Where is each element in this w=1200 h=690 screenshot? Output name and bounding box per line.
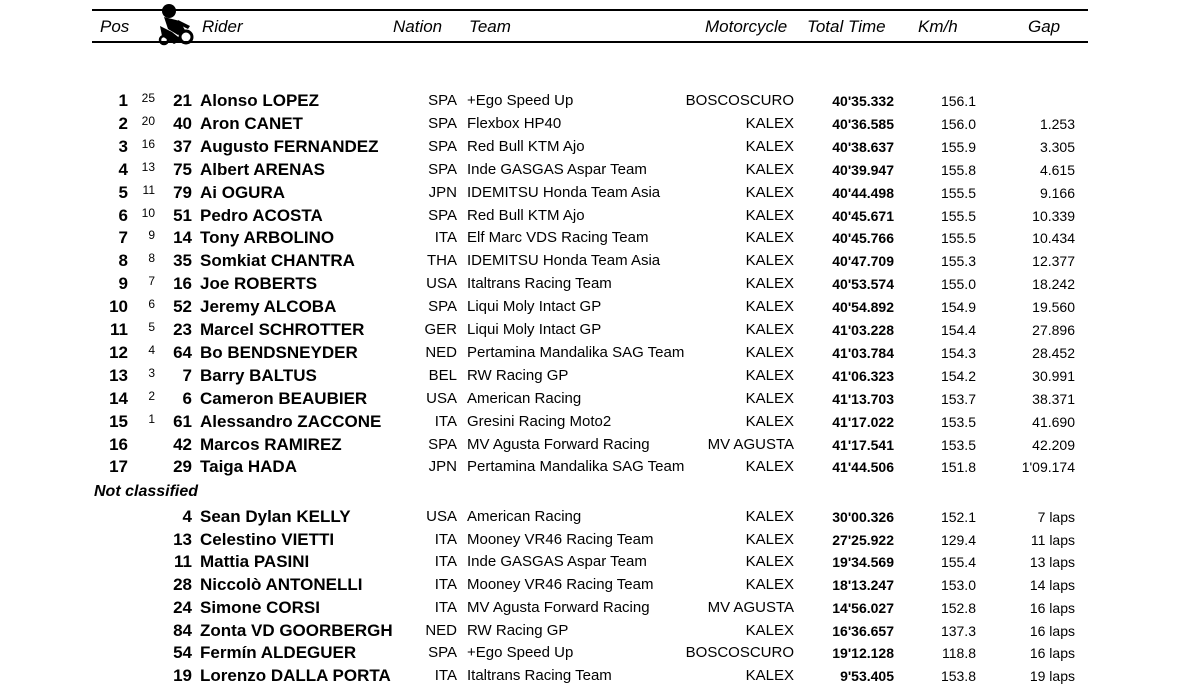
total-time: 40'35.332 (832, 93, 894, 109)
result-points: 25 (141, 91, 155, 105)
total-time: 19'12.128 (832, 645, 894, 662)
result-position: 8 (118, 251, 128, 271)
rider-number: 75 (173, 159, 192, 179)
motorcycle-make: KALEX (745, 458, 794, 476)
rider-name: Niccolò ANTONELLI (200, 575, 363, 595)
result-points: 6 (148, 297, 155, 312)
time-gap: 28.452 (1032, 344, 1075, 361)
table-row (0, 574, 1200, 596)
total-time: 40'38.637 (832, 138, 894, 155)
result-position: 15 (109, 411, 128, 431)
rider-nation: SPA (428, 137, 457, 155)
result-position: 5 (118, 182, 128, 202)
time-gap: 10.339 (1032, 207, 1075, 224)
team-name: Red Bull KTM Ajo (467, 137, 585, 155)
total-time: 40'39.947 (832, 161, 894, 178)
result-points: 8 (148, 251, 155, 266)
table-row (0, 434, 1200, 456)
average-speed: 153.8 (940, 667, 976, 684)
rider-name: Marcos RAMIREZ (200, 434, 342, 454)
rider-nation: SPA (428, 644, 457, 662)
total-time: 41'17.541 (832, 436, 894, 453)
motorcycle-make: KALEX (745, 229, 794, 247)
time-gap: 41.690 (1032, 413, 1075, 430)
team-name: American Racing (467, 508, 582, 525)
rider-number: 29 (173, 457, 192, 477)
rider-number: 61 (173, 411, 192, 431)
time-gap: 16 laps (1029, 599, 1075, 616)
average-speed: 153.5 (940, 413, 976, 430)
team-name: Mooney VR46 Racing Team (467, 576, 654, 594)
team-name: MV Agusta Forward Racing (467, 435, 650, 453)
result-points: 1 (148, 411, 155, 426)
rider-number: 13 (173, 529, 192, 549)
rider-name: Marcel SCHROTTER (200, 320, 365, 339)
time-gap: 7 laps (1037, 509, 1075, 525)
table-row (0, 159, 1200, 181)
rider-nation: ITA (434, 229, 457, 247)
rider-name: Bo BENDSNEYDER (200, 342, 358, 362)
result-position: 1 (118, 91, 128, 110)
rider-nation: JPN (428, 458, 457, 476)
average-speed: 153.7 (940, 390, 976, 407)
rider-nation: SPA (428, 298, 457, 316)
rider-nation: SPA (428, 160, 457, 178)
rider-number: 42 (173, 434, 192, 454)
time-gap: 12.377 (1032, 253, 1075, 270)
header-nation: Nation (393, 17, 443, 36)
motorcycle-make: KALEX (745, 621, 794, 639)
total-time: 41'17.022 (832, 413, 894, 430)
motorcycle-make: KALEX (745, 366, 794, 384)
team-name: Italtrans Racing Team (467, 666, 612, 684)
total-time: 18'13.247 (832, 577, 894, 594)
rider-name: Celestino VIETTI (200, 529, 335, 549)
team-name: Gresini Racing Moto2 (467, 412, 612, 430)
total-time: 40'45.671 (832, 207, 894, 224)
motorcycle-make: BOSCOSCURO (685, 92, 794, 109)
average-speed: 155.5 (940, 184, 976, 201)
total-time: 19'34.569 (832, 554, 894, 571)
average-speed: 155.8 (940, 161, 976, 178)
total-time: 40'54.892 (832, 299, 894, 316)
average-speed: 155.3 (940, 253, 976, 270)
result-position: 3 (118, 136, 128, 156)
rider-number: 37 (173, 136, 192, 156)
rider-number: 6 (182, 388, 192, 408)
table-row (0, 136, 1200, 158)
average-speed: 155.4 (940, 554, 976, 571)
total-time: 41'03.228 (832, 322, 894, 338)
rider-nation: ITA (434, 530, 457, 548)
result-position: 4 (118, 159, 128, 179)
rider-nation: ITA (434, 666, 457, 684)
average-speed: 154.9 (940, 299, 976, 316)
team-name: Flexbox HP40 (467, 114, 562, 132)
result-points: 9 (148, 228, 155, 243)
rider-number: 64 (173, 342, 192, 362)
header-total-time: Total Time (807, 17, 886, 36)
average-speed: 153.0 (940, 577, 976, 594)
rider-name: Mattia PASINI (200, 552, 310, 572)
result-position: 2 (118, 113, 128, 133)
rider-name: Joe ROBERTS (200, 274, 318, 294)
rider-nation: USA (426, 275, 457, 293)
rider-nation: SPA (428, 206, 457, 224)
rider-number: 14 (173, 228, 192, 248)
rider-nation: GER (424, 321, 457, 338)
total-time: 40'36.585 (832, 115, 894, 132)
time-gap: 38.371 (1032, 390, 1075, 407)
team-name: Mooney VR46 Racing Team (467, 530, 654, 548)
rider-nation: BEL (428, 366, 457, 384)
rider-name: Taiga HADA (200, 457, 297, 477)
header-rider: Rider (202, 17, 243, 36)
table-row (0, 529, 1200, 551)
result-points: 3 (148, 365, 155, 380)
rider-nation: ITA (434, 553, 457, 571)
rider-name: Ai OGURA (200, 182, 285, 202)
time-gap: 1'09.174 (1021, 459, 1075, 476)
time-gap: 13 laps (1029, 554, 1075, 571)
table-row (0, 620, 1200, 642)
motorcycle-make: KALEX (745, 576, 794, 594)
rider-number: 19 (173, 665, 192, 685)
time-gap: 18.242 (1032, 276, 1075, 293)
rider-number: 52 (173, 297, 192, 317)
motorcycle-make: KALEX (745, 114, 794, 132)
result-position: 12 (109, 342, 128, 362)
total-time: 41'03.784 (832, 344, 894, 361)
team-name: Liqui Moly Intact GP (467, 321, 602, 338)
rider-number: 51 (173, 205, 192, 225)
rider-nation: ITA (434, 576, 457, 594)
team-name: IDEMITSU Honda Team Asia (467, 252, 661, 270)
table-row (0, 273, 1200, 295)
table-row (0, 506, 1200, 528)
rider-nation: NED (425, 621, 457, 639)
rider-name: Cameron BEAUBIER (200, 388, 368, 408)
total-time: 16'36.657 (832, 622, 894, 639)
table-row (0, 250, 1200, 272)
rider-name: Zonta VD GOORBERGH (200, 620, 393, 640)
motorcycle-make: KALEX (745, 508, 794, 525)
time-gap: 3.305 (1039, 138, 1075, 155)
table-row (0, 456, 1200, 478)
table-row (0, 342, 1200, 364)
team-name: Italtrans Racing Team (467, 275, 612, 293)
team-name: Red Bull KTM Ajo (467, 206, 585, 224)
motorcycle-make: KALEX (745, 412, 794, 430)
result-position: 6 (118, 205, 128, 225)
rider-name: Alessandro ZACCONE (200, 411, 382, 431)
header-top-rule (92, 9, 1088, 11)
motorcycle-make: KALEX (745, 553, 794, 571)
table-row (0, 642, 1200, 664)
rider-number: 23 (173, 320, 192, 339)
rider-nation: THA (427, 252, 457, 270)
table-row (0, 319, 1200, 341)
rider-name: Aron CANET (200, 113, 303, 133)
time-gap: 1.253 (1039, 115, 1075, 132)
rider-nation: USA (426, 508, 457, 525)
rider-name: Barry BALTUS (200, 365, 317, 385)
rider-name: Tony ARBOLINO (200, 228, 335, 248)
result-points: 20 (141, 113, 155, 128)
result-position: 17 (109, 457, 128, 477)
time-gap: 27.896 (1032, 322, 1075, 338)
rider-number: 24 (173, 597, 192, 617)
result-points: 7 (148, 274, 155, 289)
table-row (0, 551, 1200, 573)
motorcycle-make: MV AGUSTA (707, 598, 794, 616)
rider-number: 40 (173, 113, 192, 133)
team-name: +Ego Speed Up (467, 644, 574, 662)
time-gap: 14 laps (1029, 577, 1075, 594)
rider-number: 28 (173, 575, 192, 595)
average-speed: 118.8 (942, 645, 976, 662)
rider-number: 7 (182, 365, 192, 385)
table-row (0, 665, 1200, 687)
time-gap: 10.434 (1032, 230, 1075, 247)
result-position: 14 (109, 388, 128, 408)
rider-nation: ITA (434, 598, 457, 616)
result-points: 10 (141, 205, 155, 220)
motorcycle-rider-icon (152, 2, 198, 46)
header-pos: Pos (100, 17, 130, 36)
average-speed: 155.5 (940, 230, 976, 247)
rider-number: 21 (173, 91, 192, 110)
motorcycle-make: BOSCOSCURO (685, 644, 794, 662)
average-speed: 155.9 (940, 138, 976, 155)
average-speed: 129.4 (940, 531, 976, 548)
average-speed: 155.5 (940, 207, 976, 224)
motorcycle-make: KALEX (745, 137, 794, 155)
time-gap: 11 laps (1030, 531, 1075, 548)
rider-nation: USA (426, 389, 457, 407)
average-speed: 153.5 (940, 436, 976, 453)
average-speed: 156.0 (940, 115, 976, 132)
total-time: 14'56.027 (832, 599, 894, 616)
motorcycle-make: KALEX (745, 389, 794, 407)
not-classified-label: Not classified (94, 483, 199, 500)
average-speed: 151.8 (940, 459, 976, 476)
rider-name: Sean Dylan KELLY (200, 507, 351, 526)
team-name: MV Agusta Forward Racing (467, 598, 650, 616)
total-time: 41'44.506 (832, 459, 894, 476)
total-time: 9'53.405 (840, 667, 894, 684)
rider-name: Augusto FERNANDEZ (200, 136, 379, 156)
team-name: Pertamina Mandalika SAG Team (467, 458, 685, 476)
result-position: 7 (118, 228, 128, 248)
motorcycle-make: KALEX (745, 298, 794, 316)
total-time: 27'25.922 (832, 531, 894, 548)
motorcycle-make: KALEX (745, 343, 794, 361)
result-position: 16 (109, 434, 128, 454)
total-time: 40'53.574 (832, 276, 894, 293)
result-points: 13 (141, 159, 155, 174)
average-speed: 156.1 (940, 93, 976, 109)
rider-number: 79 (173, 182, 192, 202)
rider-name: Alonso LOPEZ (200, 91, 319, 110)
time-gap: 16 laps (1029, 622, 1075, 639)
team-name: American Racing (467, 389, 582, 407)
table-row (0, 388, 1200, 410)
motorcycle-make: KALEX (745, 183, 794, 201)
rider-number: 84 (173, 620, 192, 640)
table-row (0, 411, 1200, 433)
rider-name: Simone CORSI (200, 597, 320, 617)
table-row (0, 113, 1200, 135)
rider-name: Fermín ALDEGUER (200, 643, 357, 663)
rider-number: 35 (173, 251, 192, 271)
header-motorcycle: Motorcycle (705, 17, 788, 36)
average-speed: 154.3 (940, 344, 976, 361)
motorcycle-make: KALEX (745, 252, 794, 270)
time-gap: 9.166 (1039, 184, 1075, 201)
team-name: RW Racing GP (467, 621, 569, 639)
result-points: 11 (142, 182, 155, 197)
rider-name: Jeremy ALCOBA (200, 297, 337, 317)
motorcycle-make: KALEX (745, 666, 794, 684)
rider-name: Albert ARENAS (200, 159, 325, 179)
total-time: 40'45.766 (832, 230, 894, 247)
average-speed: 155.0 (940, 276, 976, 293)
rider-nation: SPA (428, 114, 457, 132)
rider-number: 4 (182, 507, 192, 526)
average-speed: 137.3 (940, 622, 976, 639)
total-time: 30'00.326 (832, 509, 894, 525)
rider-nation: SPA (428, 92, 457, 109)
rider-name: Somkiat CHANTRA (200, 251, 355, 271)
total-time: 40'44.498 (832, 184, 894, 201)
result-position: 9 (118, 274, 128, 294)
result-position: 10 (109, 297, 128, 317)
total-time: 41'06.323 (832, 367, 894, 384)
time-gap: 19.560 (1032, 299, 1075, 316)
time-gap: 16 laps (1029, 645, 1075, 662)
result-position: 11 (110, 320, 128, 339)
table-row (0, 90, 1200, 112)
time-gap: 4.615 (1039, 161, 1075, 178)
total-time: 40'47.709 (832, 253, 894, 270)
team-name: Liqui Moly Intact GP (467, 298, 602, 316)
result-points: 5 (148, 320, 155, 334)
table-row (0, 205, 1200, 227)
rider-nation: NED (425, 343, 457, 361)
table-row (0, 296, 1200, 318)
table-row (0, 182, 1200, 204)
average-speed: 154.4 (940, 322, 976, 338)
result-points: 2 (148, 388, 155, 403)
time-gap: 30.991 (1032, 367, 1075, 384)
team-name: Elf Marc VDS Racing Team (467, 229, 649, 247)
motorcycle-make: KALEX (745, 160, 794, 178)
rider-number: 11 (174, 552, 192, 572)
header-team: Team (469, 17, 511, 36)
rider-nation: JPN (428, 183, 457, 201)
header-gap: Gap (1028, 17, 1061, 36)
team-name: IDEMITSU Honda Team Asia (467, 183, 661, 201)
average-speed: 152.8 (940, 599, 976, 616)
result-points: 4 (148, 342, 155, 357)
table-row (0, 227, 1200, 249)
result-points: 16 (141, 136, 155, 151)
team-name: +Ego Speed Up (467, 92, 574, 109)
header-kmh: Km/h (918, 17, 958, 36)
team-name: Pertamina Mandalika SAG Team (467, 343, 685, 361)
average-speed: 154.2 (940, 367, 976, 384)
header-bottom-rule (92, 41, 1088, 43)
motorcycle-make: KALEX (745, 206, 794, 224)
team-name: Inde GASGAS Aspar Team (467, 160, 647, 178)
table-row (0, 597, 1200, 619)
rider-number: 16 (173, 274, 192, 294)
table-row (0, 365, 1200, 387)
motorcycle-make: KALEX (745, 275, 794, 293)
team-name: RW Racing GP (467, 366, 569, 384)
average-speed: 152.1 (940, 509, 976, 525)
rider-nation: ITA (434, 412, 457, 430)
rider-name: Lorenzo DALLA PORTA (200, 665, 391, 685)
time-gap: 42.209 (1032, 436, 1075, 453)
rider-number: 54 (173, 643, 192, 663)
total-time: 41'13.703 (832, 390, 894, 407)
motorcycle-make: KALEX (745, 321, 794, 338)
time-gap: 19 laps (1029, 667, 1075, 684)
rider-name: Pedro ACOSTA (200, 205, 323, 225)
motorcycle-make: MV AGUSTA (707, 435, 794, 453)
rider-nation: SPA (428, 435, 457, 453)
team-name: Inde GASGAS Aspar Team (467, 553, 647, 571)
result-position: 13 (109, 365, 128, 385)
motorcycle-make: KALEX (745, 530, 794, 548)
